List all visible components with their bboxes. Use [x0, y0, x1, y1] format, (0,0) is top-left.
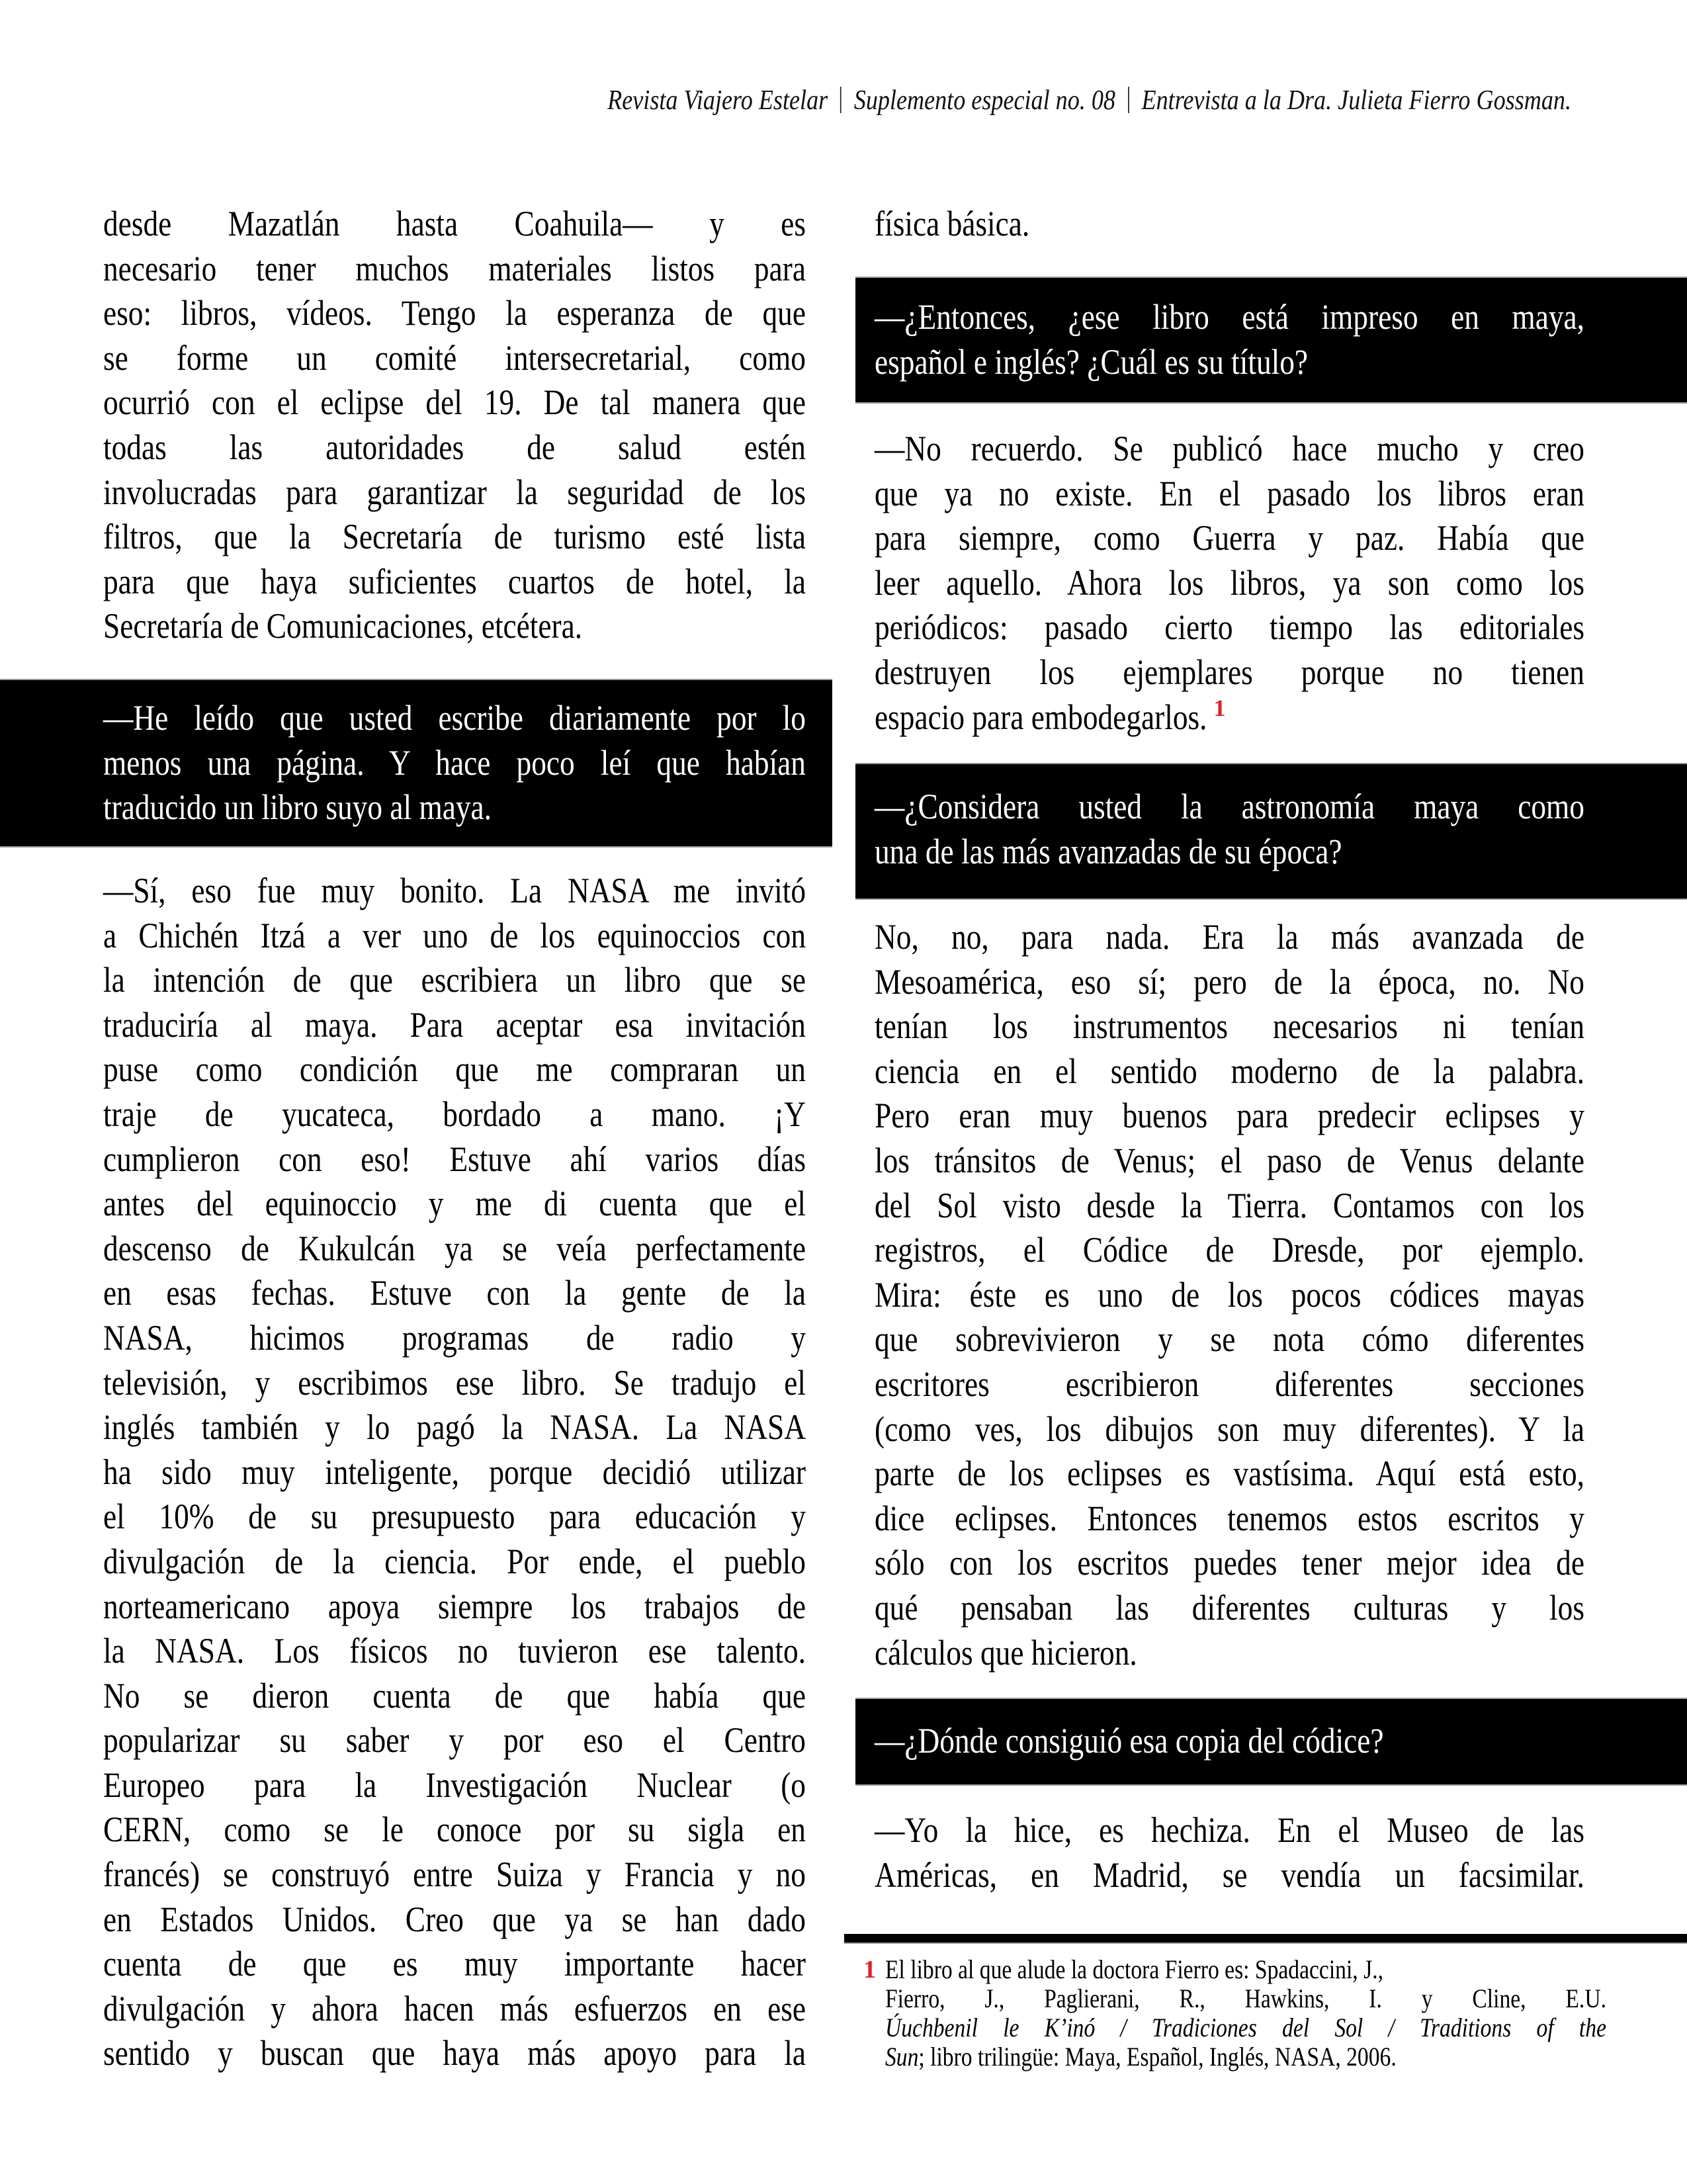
footnote-line [885, 2013, 1606, 2042]
answer-paragraph-2 [875, 427, 1584, 740]
text-line-content: Pero eran muy buenos para predecir eclipses y [875, 1096, 1584, 1136]
text-line-content: eso: libros, vídeos. Tengo la esperanza de que [103, 293, 806, 333]
text-line [875, 561, 1584, 606]
text-line [103, 291, 806, 336]
text-line-content: todas las autoridades de salud estén [103, 427, 806, 467]
footnote-reference[interactable]: 1 [1213, 694, 1226, 721]
text-line-content: en Estados Unidos. Creo que ya se han dado [103, 1899, 806, 1939]
text-line-content: sentido y buscan que haya más apoyo para la [103, 2033, 806, 2074]
text-line [875, 295, 1584, 340]
text-line-content: que ya no existe. En el pasado los libros eran [875, 473, 1584, 513]
text-line-content: escritores escribieron diferentes secciones [875, 1364, 1584, 1404]
footnote-line [885, 1955, 1606, 1984]
text-line [103, 1047, 806, 1092]
text-line-content: involucradas para garantizar la seguridad de los [103, 472, 806, 512]
text-line [875, 1004, 1584, 1049]
text-line [875, 1139, 1584, 1184]
answer-paragraph-1 [103, 869, 806, 2076]
text-line-content: el 10% de su presupuesto para educación y [103, 1497, 806, 1537]
text-line [103, 560, 806, 605]
header-separator [1128, 87, 1129, 113]
question-band-1 [0, 679, 832, 848]
text-line [103, 785, 806, 830]
text-line-content: una de las más avanzadas de su época? [875, 831, 1342, 871]
text-line [875, 695, 1584, 740]
text-line [103, 202, 806, 247]
text-line [103, 1092, 806, 1137]
text-line-content: puse como condición que me compraran un [103, 1049, 806, 1090]
text-line-content: cálculos que hicieron. [875, 1632, 1137, 1673]
text-line-content: los tránsitos de Venus; el paso de Venus delante [875, 1140, 1584, 1180]
header-magazine-title: Revista Viajero Estelar [607, 85, 828, 116]
text-line-content: dice eclipses. Entonces tenemos estos escritos y [875, 1498, 1584, 1538]
text-line-content: a Chichén Itzá a ver uno de los equinoccios con [103, 915, 806, 955]
text-line-content: cumplieron con eso! Estuve ahí varios días [103, 1139, 806, 1179]
text-line-content: periódicos: pasado cierto tiempo las editoriales [875, 607, 1584, 648]
text-line-content: inglés también y lo pagó la NASA. La NASA [103, 1407, 806, 1448]
text-line-content: leer aquello. Ahora los libros, ya son como los [875, 562, 1584, 603]
text-line-content: la intención de que escribiera un libro que se [103, 960, 806, 1000]
text-line-content: ciencia en el sentido moderno de la palabra. [875, 1051, 1584, 1091]
text-line [103, 1853, 806, 1898]
text-line [103, 1718, 806, 1763]
text-line-content: popularizar su saber y por eso el Centro [103, 1720, 806, 1761]
footnote-book-title-end: Sun [885, 2042, 919, 2072]
text-line-content: para que haya suficientes cuartos de hotel, la [103, 561, 806, 601]
text-line [875, 960, 1584, 1005]
text-line [103, 1629, 806, 1674]
text-line-content: ocurrió con el eclipse del 19. De tal manera que [103, 382, 806, 423]
text-line-content: No se dieron cuenta de que había que [103, 1675, 806, 1716]
text-line-content: ha sido muy inteligente, porque decidió utilizar [103, 1452, 806, 1492]
text-line-content: —No recuerdo. Se publicó hace mucho y creo [875, 429, 1584, 468]
footnote-line-text [885, 2042, 1606, 2072]
question-text [875, 785, 1584, 874]
text-line-content: Mira: éste es uno de los pocos códices mayas [875, 1274, 1584, 1315]
text-line [875, 1362, 1584, 1407]
text-line [875, 1719, 1584, 1764]
text-line-content: registros, el Códice de Dresde, por ejemplo. [875, 1230, 1584, 1270]
text-line-content: No, no, para nada. Era la más avanzada de [875, 917, 1584, 957]
text-line [875, 915, 1584, 960]
text-line-content: tenían los instrumentos necesarios ni tenían [875, 1006, 1584, 1047]
text-line-content: necesario tener muchos materiales listos para [103, 248, 806, 288]
text-line [103, 380, 806, 425]
text-line [103, 470, 806, 515]
text-line [103, 958, 806, 1003]
text-line-content: —Yo la hice, es hechiza. En el Museo de las [875, 1810, 1584, 1850]
text-line-content: espacio para embodegarlos. [875, 697, 1207, 737]
text-line-content: descenso de Kukulcán ya se veía perfectamente [103, 1228, 806, 1268]
text-line [103, 1003, 806, 1048]
text-line [875, 1541, 1584, 1586]
question-band-3 [855, 763, 1687, 900]
text-line [103, 1942, 806, 1987]
header-supplement: Suplemento especial no. 08 [853, 85, 1115, 116]
text-line-content: traje de yucateca, bordado a mano. ¡Y [103, 1094, 806, 1134]
text-line [103, 1898, 806, 1943]
text-line [103, 696, 806, 741]
text-line [103, 914, 806, 959]
text-line [103, 1271, 806, 1316]
text-line [103, 1361, 806, 1406]
text-line [875, 1317, 1584, 1362]
right-paragraph-continued [875, 202, 1584, 247]
text-line [103, 1763, 806, 1808]
text-line-content: español e inglés? ¿Cuál es su título? [875, 341, 1309, 382]
question-text [875, 295, 1584, 384]
footnote-book-title: Úuchbenil le K’inó / Tradiciones del Sol / Traditions of the [885, 2013, 1606, 2042]
footnote [885, 1955, 1606, 2072]
text-line-content: traduciría al maya. Para aceptar esa invitación [103, 1004, 806, 1045]
text-line [103, 1227, 806, 1272]
text-line [103, 2031, 806, 2076]
text-line [875, 605, 1584, 650]
running-header [607, 85, 1571, 116]
text-line [103, 604, 806, 649]
text-line [875, 340, 1584, 385]
left-paragraph-continued [103, 202, 806, 649]
text-line [103, 515, 806, 560]
footnote-publication: ; libro trilingüe: Maya, Español, Inglés, NASA, 2006. [918, 2042, 1397, 2072]
text-line [103, 1182, 806, 1227]
header-article-title: Entrevista a la Dra. Julieta Fierro Gossman. [1141, 85, 1571, 116]
text-line [875, 1808, 1584, 1853]
text-line [875, 472, 1584, 517]
text-line-content: —¿Entonces, ¿ese libro está impreso en maya, [875, 297, 1584, 337]
text-line [103, 741, 806, 786]
text-line [103, 1316, 806, 1361]
text-line [875, 1407, 1584, 1452]
text-line [103, 1137, 806, 1182]
text-line-content: Europeo para la Investigación Nuclear (o [103, 1765, 806, 1805]
text-line [103, 869, 806, 914]
text-line [103, 1674, 806, 1719]
text-line [103, 425, 806, 470]
text-line [103, 1405, 806, 1450]
text-line-content: destruyen los ejemplares porque no tienen [875, 652, 1584, 692]
text-line-content: —Sí, eso fue muy bonito. La NASA me invitó [103, 871, 806, 910]
text-line-content: francés) se construyó entre Suiza y Francia y no [103, 1855, 806, 1895]
text-line-content: (como ves, los dibujos son muy diferentes). Y la [875, 1409, 1584, 1449]
text-line-content: —¿Dónde consiguió esa copia del códice? [875, 1721, 1384, 1761]
text-line-content: se forme un comité intersecretarial, como [103, 337, 806, 378]
text-line-content: sólo con los escritos puedes tener mejor idea de [875, 1543, 1584, 1583]
text-line-content: que sobrevivieron y se nota cómo diferentes [875, 1319, 1584, 1360]
text-line-content: divulgación y ahora hacen más esfuerzos en ese [103, 1988, 806, 2029]
text-line [875, 650, 1584, 695]
text-line-content: parte de los eclipses es vastísima. Aquí está esto, [875, 1454, 1584, 1494]
text-line [875, 830, 1584, 875]
text-line [875, 1631, 1584, 1676]
question-band-2 [855, 277, 1687, 404]
text-line [875, 1184, 1584, 1229]
footnote-line-text: Fierro, J., Paglierani, R., Hawkins, I. y Cline, E.U. [885, 1984, 1606, 2013]
answer-paragraph-4 [875, 1808, 1584, 1898]
text-line-content: física básica. [875, 204, 1030, 243]
text-line [875, 202, 1584, 247]
text-line [875, 1586, 1584, 1631]
footnote-line-text: El libro al que alude la doctora Fierro es: Spadaccini, J., [885, 1954, 1383, 1984]
footnote-line [885, 1984, 1606, 2013]
text-line-content: televisión, y escribimos ese libro. Se tradujo el [103, 1362, 806, 1403]
text-line-content: qué pensaban las diferentes culturas y los [875, 1587, 1584, 1628]
text-line-content: antes del equinoccio y me di cuenta que el [103, 1184, 806, 1224]
text-line [103, 1540, 806, 1585]
text-line-content: del Sol visto desde la Tierra. Contamos con los [875, 1185, 1584, 1225]
text-line [875, 1228, 1584, 1273]
question-text [875, 1719, 1584, 1764]
footnote-line [885, 2042, 1606, 2072]
text-line [103, 1987, 806, 2032]
text-line [875, 1094, 1584, 1139]
text-line [103, 1450, 806, 1495]
text-line-content: menos una página. Y hace poco leí que habían [103, 742, 806, 783]
text-line-content: la NASA. Los físicos no tuvieron ese talento. [103, 1631, 806, 1671]
text-line [875, 427, 1584, 472]
text-line-content: Secretaría de Comunicaciones, etcétera. [103, 606, 583, 646]
text-line-content: divulgación de la ciencia. Por ende, el pueblo [103, 1541, 806, 1581]
text-line-content: traducido un libro suyo al maya. [103, 787, 492, 828]
question-band-4 [855, 1698, 1687, 1786]
text-line [875, 1049, 1584, 1094]
footnote-number: 1 [863, 1956, 876, 1984]
question-text [103, 696, 806, 830]
header-separator [840, 87, 842, 113]
text-line [875, 516, 1584, 561]
text-line [875, 785, 1584, 830]
text-line-content: Américas, en Madrid, se vendía un facsimilar. [875, 1855, 1584, 1895]
text-line-content: CERN, como se le conoce por su sigla en [103, 1810, 806, 1850]
text-line [103, 1808, 806, 1853]
text-line [875, 1452, 1584, 1497]
text-line [103, 336, 806, 381]
text-line-content: —¿Considera usted la astronomía maya como [875, 787, 1584, 826]
text-line-content: NASA, hicimos programas de radio y [103, 1317, 806, 1358]
answer-paragraph-3 [875, 915, 1584, 1675]
text-line [103, 247, 806, 292]
text-line-content: cuenta de que es muy importante hacer [103, 1944, 806, 1984]
text-line [875, 1853, 1584, 1898]
text-line [103, 1495, 806, 1540]
text-line [875, 1497, 1584, 1542]
text-line-content: —He leído que usted escribe diariamente por lo [103, 698, 806, 738]
text-line-content: desde Mazatlán hasta Coahuila— y es [103, 204, 806, 243]
text-line [875, 1273, 1584, 1318]
text-line-content: filtros, que la Secretaría de turismo esté lista [103, 517, 806, 557]
text-line-content: en esas fechas. Estuve con la gente de la [103, 1273, 806, 1313]
footnote-rule [844, 1934, 1687, 1944]
text-line-content: norteamericano apoya siempre los trabajos de [103, 1586, 806, 1626]
text-line-content: para siempre, como Guerra y paz. Había que [875, 518, 1584, 558]
text-line-content: Mesoamérica, eso sí; pero de la época, no. No [875, 961, 1584, 1002]
text-line [103, 1585, 806, 1630]
